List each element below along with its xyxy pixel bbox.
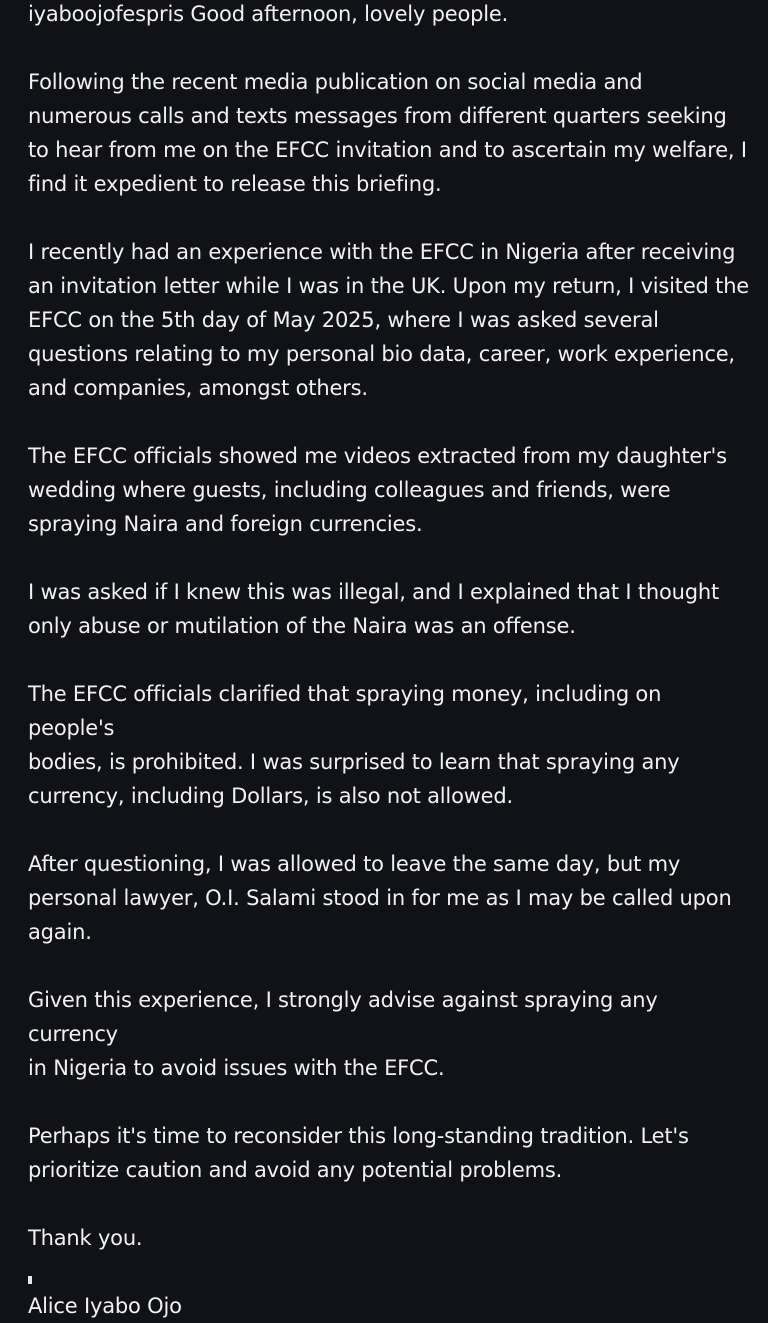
caption-paragraph-8: Perhaps it's time to reconsider this long-standing tradition. Let's prioritize caution and avoid any potential problems. [28,1124,689,1182]
greeting-text: Good afternoon, lovely people. [190,2,509,26]
caption-thanks: Thank you. [28,1226,143,1250]
caption-paragraph-6: After questioning, I was allowed to leave the same day, but my personal lawyer, O.I. Salami stood in for me as I may be called upon again. [28,852,732,944]
caption-paragraph-5: The EFCC officials clarified that spraying money, including on people's bodies, is prohibited. I was surprised to learn that spraying any currency, including Dollars, is also not allowed. [28,682,680,808]
caption-paragraph-7: Given this experience, I strongly advise against spraying any currency in Nigeria to avoid issues with the EFCC. [28,988,658,1080]
caption-paragraph-3: The EFCC officials showed me videos extracted from my daughter's wedding where guests, including colleagues and friends, were spraying Naira and foreign currencies. [28,444,727,536]
cropped-text-fragment [28,1276,32,1284]
username-link[interactable]: iyaboojofespris [28,2,184,26]
caption-paragraph-2: I recently had an experience with the EFCC in Nigeria after receiving an invitation letter while I was in the UK. Upon my return, I visited the EFCC on the 5th day of May 2025, where I was asked several questions relating to my personal bio data, career, work experience, and companies, amongst others. [28,240,750,400]
caption-paragraph-1: Following the recent media publication on social media and numerous calls and texts messages from different quarters seeking to hear from me on the EFCC invitation and to ascertain my welfare, I find it expedient to release this briefing. [28,70,747,196]
post-caption [28,0,750,1323]
caption-opening [28,0,750,31]
caption-signature: Alice Iyabo Ojo [28,1294,182,1318]
caption-paragraph-4: I was asked if I knew this was illegal, and I explained that I thought only abuse or mutilation of the Naira was an offense. [28,580,720,638]
